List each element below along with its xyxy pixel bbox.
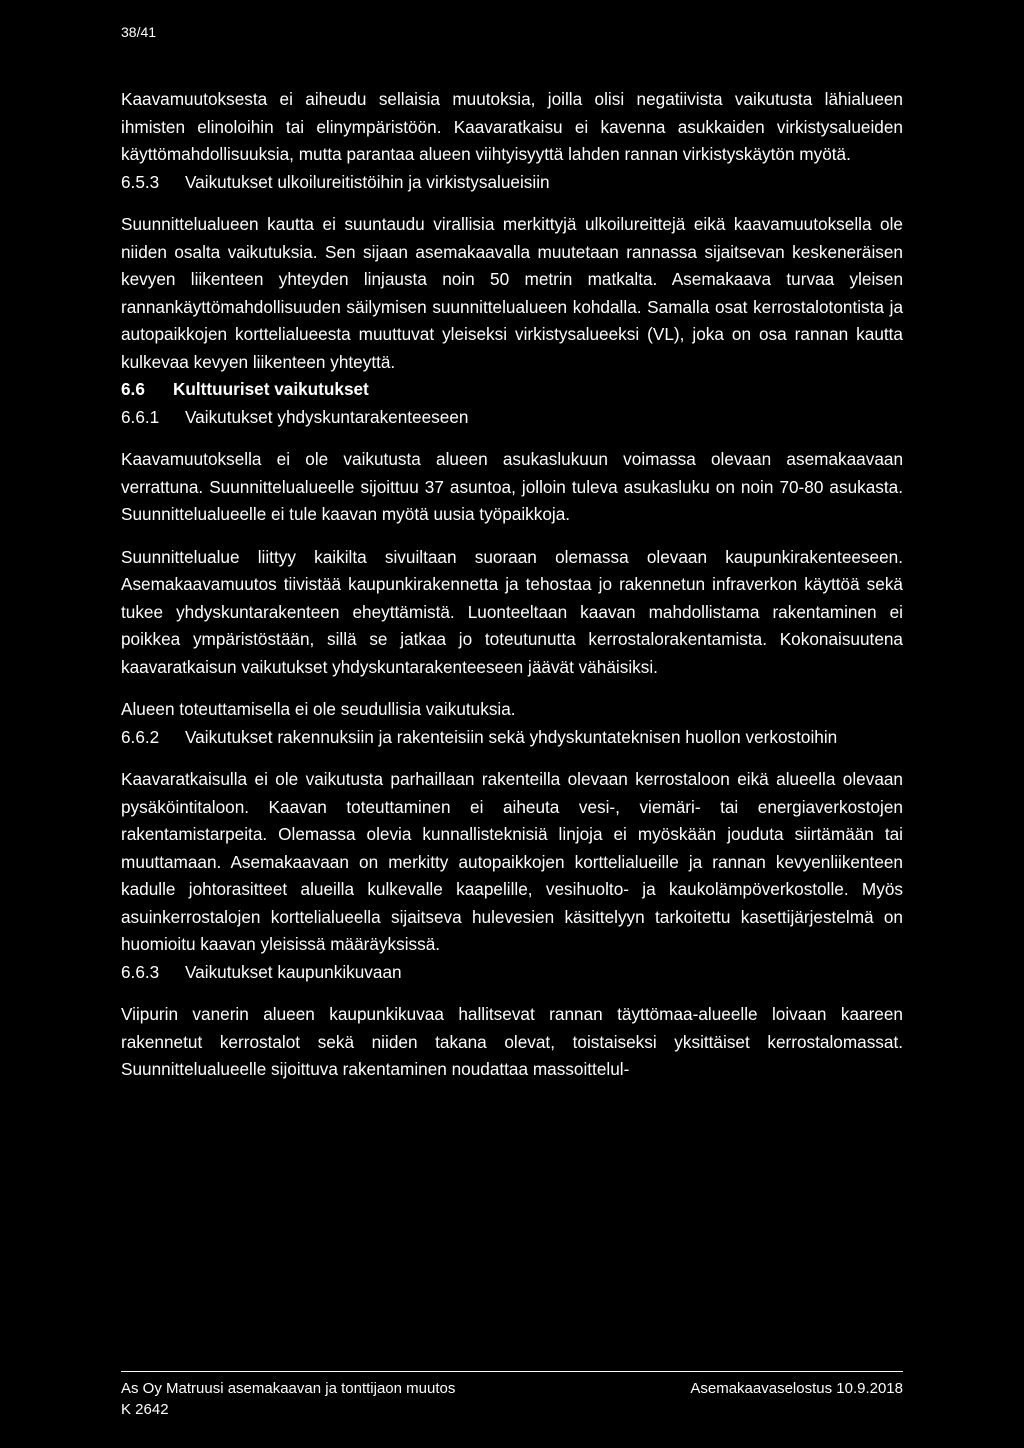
section-number: 6.5.3 bbox=[121, 171, 160, 192]
paragraph: Alueen toteuttamisella ei ole seudullisia vaikutuksia. bbox=[121, 699, 516, 719]
intro-paragraph: Kaavamuutoksesta ei aiheudu sellaisia muutoksia, joilla olisi negatiivista vaikutusta lähialueen ihmisten elinoloihin tai elinympäristöön. Kaavaratkaisu ei kavenna asukkaiden virkistysalueiden käyttömahdollisuuksia, mutta parantaa alueen viihtyisyyttä lahden rannan virkistyskäytön myötä. bbox=[121, 89, 903, 164]
section-number: 6.6.2 bbox=[121, 726, 160, 747]
paragraph: Kaavaratkaisulla ei ole vaikutusta parhaillaan rakenteilla olevaan kerrostaloon eikä alueella olevaan pysäköintitaloon. Kaavan toteuttaminen ei aiheuta vesi-, viemäri- tai energiaverkostojen rakentamistarpeita. Olemassa olevia kunnallisteknisiä linjoja ei myöskään jouduta siirtämään tai muuttamaan. Asemakaavaan on merkitty autopaikkojen korttelialueille ja rannan kevyenliikenteen kadulle johtorasitteet alueilla kulkevalle kaapelille, vesihuolto- ja kaukolämpöverkostolle. Myös asuinkerrostalojen korttelialueella sijaitseva hulevesien käsittelyyn tarkoitettu kasettijärjestelmä on huomioitu kaavan yleisissä määräyksissä. bbox=[121, 769, 903, 954]
page-footer bbox=[121, 1371, 903, 1420]
section-number: 6.6.3 bbox=[121, 961, 160, 982]
section-title: Vaikutukset yhdyskuntarakenteeseen bbox=[185, 406, 469, 427]
section-title: Vaikutukset kaupunkikuvaan bbox=[185, 961, 402, 982]
paragraph: Suunnittelualue liittyy kaikilta sivuiltaan suoraan olemassa olevaan kaupunkirakenteeseen. Asemakaavamuutos tiivistää kaupunkirakennetta ja tehostaa jo rakennetun infraverkon käyttöä sekä tukee yhdyskuntarakenteen eheyttämistä. Luonteeltaan kaavan mahdollistama rakentaminen ei poikkea ympäristöstään, sillä se jatkaa jo toteutunutta kerrostalorakentamista. Kokonaisuutena kaavaratkaisun vaikutukset yhdyskuntarakenteeseen jäävät vähäisiksi. bbox=[121, 546, 903, 677]
section-heading-6-6 bbox=[121, 376, 903, 404]
section-title: Vaikutukset ulkoilureitistöihin ja virkistysalueisiin bbox=[185, 171, 550, 192]
footer-project: As Oy Matruusi asemakaavan ja tonttijaon muutos bbox=[121, 1380, 456, 1397]
paragraph: Viipurin vanerin alueen kaupunkikuvaa hallitsevat rannan täyttömaa-alueelle loivaan kaareen rakennetut kerrostalot sekä niiden takana olevat, toistaiseksi yksittäiset kerrostalomassat. Suunnittelualueelle sijoittuva rakentaminen noudattaa massoittelul- bbox=[121, 1004, 903, 1079]
paragraph: Kaavamuutoksella ei ole vaikutusta alueen asukaslukuun voimassa olevaan asemakaavaan verrattuna. Suunnittelualueelle sijoittuu 37 asuntoa, jolloin tuleva asukasluku on noin 70-80 asukasta. Suunnittelualueelle ei tule kaavan myötä uusia työpaikkoja. bbox=[121, 449, 903, 524]
section-heading-6-5-3 bbox=[121, 169, 903, 197]
section-number: 6.6.1 bbox=[121, 406, 160, 427]
section-title: Vaikutukset rakennuksiin ja rakenteisiin sekä yhdyskuntateknisen huollon verkostoihin bbox=[185, 726, 838, 747]
page-number: 38/41 bbox=[121, 24, 157, 40]
section-number: 6.6 bbox=[121, 379, 145, 399]
section-heading-6-6-2 bbox=[121, 724, 903, 752]
section-title: Kulttuuriset vaikutukset bbox=[173, 379, 369, 399]
paragraph: Suunnittelualueen kautta ei suuntaudu virallisia merkittyjä ulkoilureittejä eikä kaavamuutoksella ole niiden osalta vaikutuksia. Sen sijaan asemakaavalla muutetaan rannassa sijaitsevan keskeneräisen kevyen liikenteen yhteyden linjausta noin 50 metrin matkalta. Asemakaava turvaa yleisen rannankäyttömahdollisuuden säilymisen suunnittelualueen kohdalla. Samalla osat kerrostalotontista ja autopaikkojen korttelialueesta muuttuvat yleiseksi virkistysalueeksi (VL), joka on osa rannan kautta kulkevaa kevyen liikenteen yhteyttä. bbox=[121, 214, 903, 372]
document-body bbox=[121, 86, 903, 1084]
section-heading-6-6-1 bbox=[121, 404, 903, 432]
footer-document: Asemakaavaselostus 10.9.2018 bbox=[690, 1380, 903, 1397]
footer-code: K 2642 bbox=[121, 1401, 169, 1418]
section-heading-6-6-3 bbox=[121, 959, 903, 987]
